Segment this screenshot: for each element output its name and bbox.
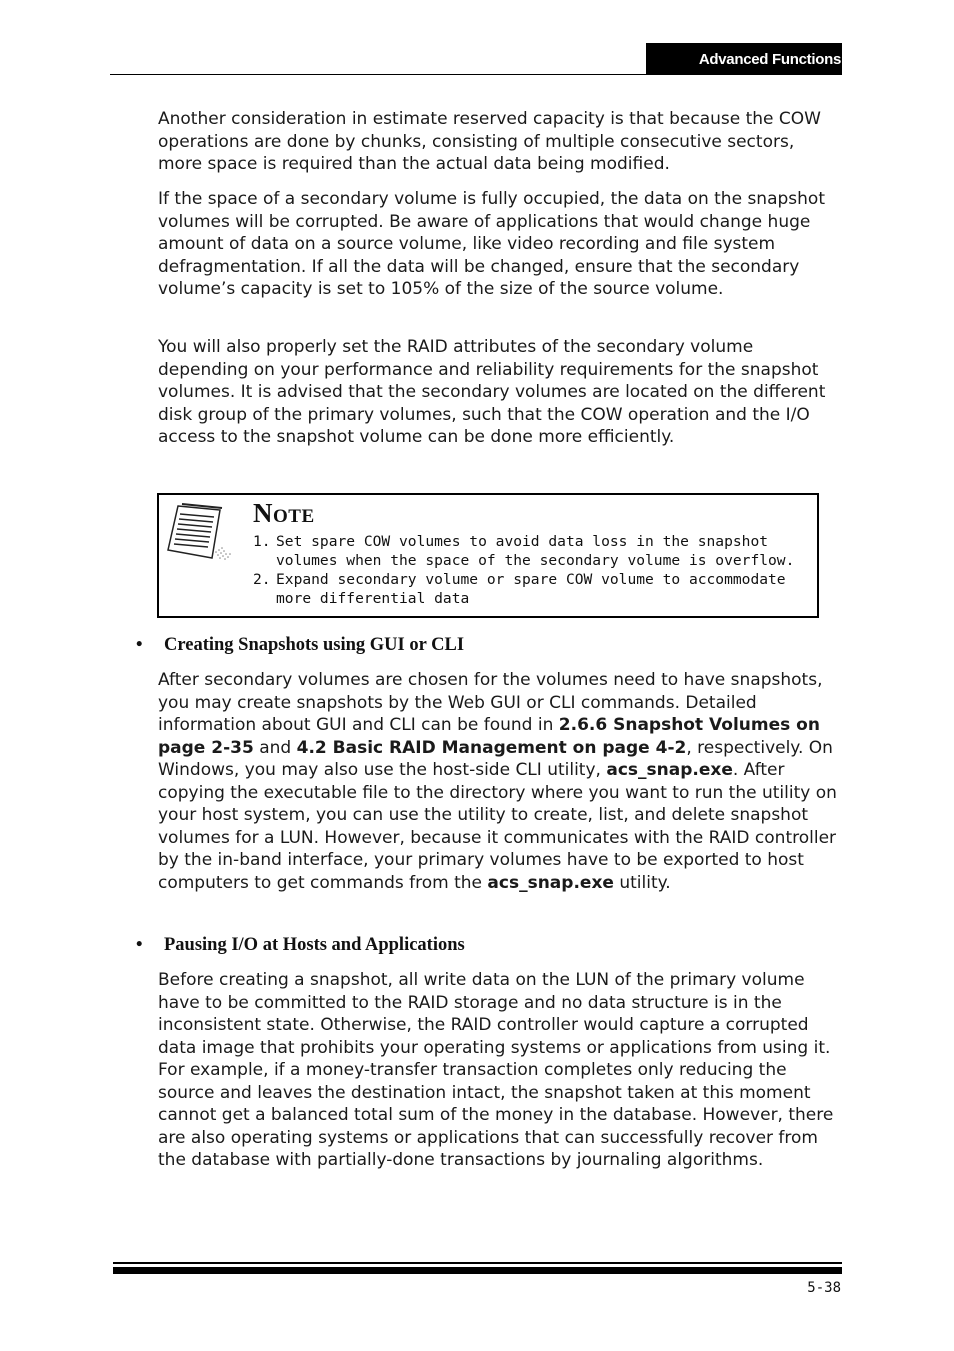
cross-reference-link[interactable]: 4.2 Basic RAID Management on page 4-2 <box>296 737 687 758</box>
note-title: Note <box>253 498 315 528</box>
text-run: . After copying the executable file to the directory where you want to run the utility on your host system, you can use the utility to create, list, and delete snapshot volumes for a LUN. However, because it communicates with the RAID controller by the in-band interface, your primary volumes have to be exported to host computers to get commands from the <box>158 760 837 893</box>
paragraph-pausing-io: Before creating a snapshot, all write data on the LUN of the primary volume have to be committed to the RAID storage and no data structure is in the inconsistent state. Otherwise, the RAID controller would capture a corrupted data image that prohibits your operating systems or applications from using it. For example, if a money-transfer transaction completes only reducing the source and leaves the destination intact, the snapshot taken at this moment cannot get a balanced total sum of the money in the database. However, there are also operating systems or applications that can successfully recover from the database with partially-done transactions by journaling algorithms. <box>158 970 834 1170</box>
footer-rule-thick <box>113 1267 842 1274</box>
section-heading-text: Creating Snapshots using GUI or CLI <box>164 635 465 655</box>
section-heading-creating-snapshots <box>136 633 464 657</box>
page-number: 5-38 <box>807 1280 841 1296</box>
cross-reference-link[interactable]: 2.6.6 Snapshot Volumes on page 2-35 <box>158 715 820 758</box>
text-run: utility. <box>613 872 671 893</box>
utility-name: acs_snap.exe <box>487 872 614 893</box>
note-item-text: Expand secondary volume or spare COW volume to accommodate more differential data <box>276 571 786 607</box>
paragraph-space-occupied: If the space of a secondary volume is fully occupied, the data on the snapshot volumes will be corrupted. Be aware of applications that would change huge amount of data on a source volume, like video recording and file system defragmentation. If all the data will be changed, ensure that the secondary volume’s capacity is set to 105% of the size of the source volume. <box>158 189 825 299</box>
paragraph-raid-attributes: You will also properly set the RAID attributes of the secondary volume depending on your performance and reliability requirements for the snapshot volumes. It is advised that the secondary volumes are located on the different disk group of the primary volumes, such that the COW operation and the I/O access to the snapshot volume can be done more efficiently. <box>158 337 826 447</box>
utility-name: acs_snap.exe <box>606 760 733 780</box>
section-heading-text: Pausing I/O at Hosts and Applications <box>164 935 465 955</box>
note-item-number: 1. <box>253 533 271 550</box>
note-paper-icon <box>164 502 244 564</box>
note-item-text: Set spare COW volumes to avoid data loss in the snapshot volumes when the space of the secondary volume is overflow. <box>276 533 795 569</box>
section-header-tab <box>646 43 842 75</box>
note-item <box>253 570 813 608</box>
paragraph-creating-snapshots <box>158 669 842 894</box>
bullet-marker: • <box>136 935 143 955</box>
section-header-title: Advanced Functions <box>698 50 841 68</box>
paragraph-reserved-capacity: Another consideration in estimate reserved capacity is that because the COW operations are done by chunks, consisting of multiple consecutive sectors, more space is required than the actual data being modified. <box>158 109 821 174</box>
bullet-marker: • <box>136 635 143 655</box>
text-run: and <box>253 737 297 758</box>
note-item-number: 2. <box>253 571 271 588</box>
note-list <box>253 532 813 608</box>
footer-rule <box>113 1262 842 1264</box>
header-rule <box>110 74 842 75</box>
text-run: , respectively. On Windows, you may also use the host-side CLI utility, <box>158 737 833 780</box>
note-item <box>253 532 813 570</box>
section-heading-pausing-io <box>136 933 465 957</box>
text-run: After secondary volumes are chosen for the volumes need to have snapshots, you may create snapshots by the Web GUI or CLI commands. Detailed information about GUI and CLI can be found in <box>158 670 823 735</box>
